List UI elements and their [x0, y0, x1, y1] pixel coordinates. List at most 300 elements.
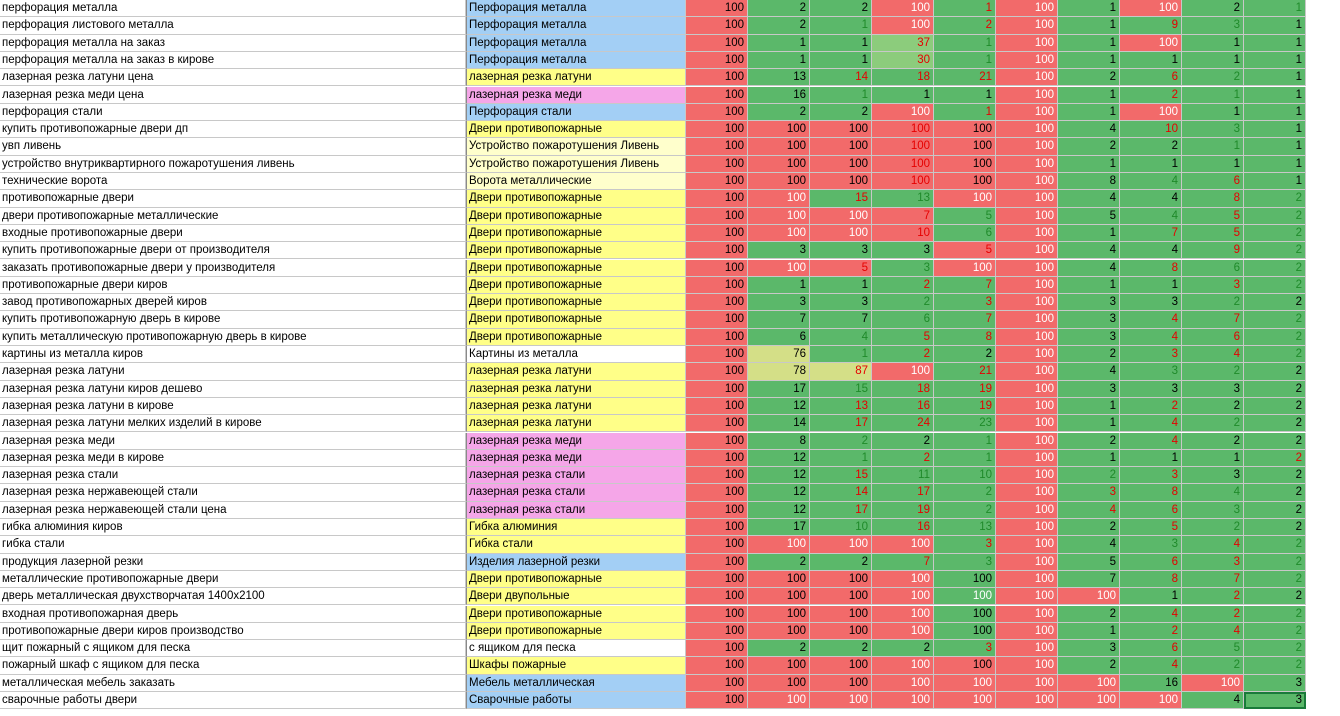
value-cell[interactable]: 100: [810, 606, 872, 623]
value-cell[interactable]: 6: [1120, 69, 1182, 86]
value-cell[interactable]: 2: [748, 554, 810, 571]
group-cell[interactable]: Двери противопожарные: [466, 242, 686, 259]
value-cell[interactable]: 100: [934, 260, 996, 277]
value-cell[interactable]: 100: [934, 190, 996, 207]
value-cell[interactable]: 100: [686, 121, 748, 138]
value-cell[interactable]: 4: [1120, 657, 1182, 674]
keyword-cell[interactable]: противопожарные двери: [0, 190, 466, 207]
value-cell[interactable]: 5: [1120, 519, 1182, 536]
value-cell[interactable]: 2: [1182, 398, 1244, 415]
value-cell[interactable]: 1: [1182, 35, 1244, 52]
group-cell[interactable]: Гибка стали: [466, 536, 686, 553]
value-cell[interactable]: 100: [686, 208, 748, 225]
value-cell[interactable]: 100: [686, 329, 748, 346]
value-cell[interactable]: 7: [872, 208, 934, 225]
keyword-cell[interactable]: сварочные работы двери: [0, 692, 466, 709]
value-cell[interactable]: 1: [1058, 156, 1120, 173]
value-cell[interactable]: 2: [1244, 346, 1306, 363]
value-cell[interactable]: 100: [996, 294, 1058, 311]
value-cell[interactable]: 100: [934, 121, 996, 138]
value-cell[interactable]: 3: [1058, 294, 1120, 311]
keyword-cell[interactable]: перфорация металла на заказ: [0, 35, 466, 52]
value-cell[interactable]: 100: [872, 588, 934, 605]
value-cell[interactable]: 6: [1120, 640, 1182, 657]
value-cell[interactable]: 3: [934, 554, 996, 571]
value-cell[interactable]: 100: [686, 450, 748, 467]
value-cell[interactable]: 3: [934, 294, 996, 311]
value-cell[interactable]: 3: [1120, 294, 1182, 311]
value-cell[interactable]: 100: [748, 692, 810, 709]
value-cell[interactable]: 7: [1182, 311, 1244, 328]
value-cell[interactable]: 4: [1058, 190, 1120, 207]
value-cell[interactable]: 12: [748, 467, 810, 484]
value-cell[interactable]: 100: [686, 640, 748, 657]
value-cell[interactable]: 1: [934, 104, 996, 121]
value-cell[interactable]: 19: [934, 398, 996, 415]
value-cell[interactable]: 1: [748, 52, 810, 69]
value-cell[interactable]: 100: [748, 260, 810, 277]
value-cell[interactable]: 1: [1244, 173, 1306, 190]
value-cell[interactable]: 100: [996, 52, 1058, 69]
value-cell[interactable]: 7: [1058, 571, 1120, 588]
value-cell[interactable]: 13: [810, 398, 872, 415]
value-cell[interactable]: 5: [1058, 554, 1120, 571]
value-cell[interactable]: 7: [1120, 225, 1182, 242]
value-cell[interactable]: 100: [934, 138, 996, 155]
value-cell[interactable]: 2: [1244, 519, 1306, 536]
keyword-cell[interactable]: продукция лазерной резки: [0, 554, 466, 571]
value-cell[interactable]: 100: [748, 606, 810, 623]
value-cell[interactable]: 8: [1182, 190, 1244, 207]
value-cell[interactable]: 2: [1244, 381, 1306, 398]
value-cell[interactable]: 100: [996, 657, 1058, 674]
group-cell[interactable]: Сварочные работы: [466, 692, 686, 709]
group-cell[interactable]: Ворота металлические: [466, 173, 686, 190]
value-cell[interactable]: 18: [872, 381, 934, 398]
value-cell[interactable]: 4: [1182, 536, 1244, 553]
value-cell[interactable]: 11: [872, 467, 934, 484]
value-cell[interactable]: 100: [934, 588, 996, 605]
keyword-cell[interactable]: противопожарные двери киров: [0, 277, 466, 294]
value-cell[interactable]: 4: [1120, 311, 1182, 328]
value-cell[interactable]: 2: [1244, 225, 1306, 242]
value-cell[interactable]: 1: [1244, 17, 1306, 34]
value-cell[interactable]: 2: [1120, 623, 1182, 640]
keyword-cell[interactable]: лазерная резка латуни цена: [0, 69, 466, 86]
value-cell[interactable]: 12: [748, 502, 810, 519]
keyword-cell[interactable]: гибка алюминия киров: [0, 519, 466, 536]
value-cell[interactable]: 2: [1244, 484, 1306, 501]
value-cell[interactable]: 100: [686, 0, 748, 17]
value-cell[interactable]: 4: [1058, 363, 1120, 380]
value-cell[interactable]: 100: [996, 346, 1058, 363]
value-cell[interactable]: 1: [1058, 450, 1120, 467]
group-cell[interactable]: Двери противопожарные: [466, 329, 686, 346]
value-cell[interactable]: 100: [810, 138, 872, 155]
value-cell[interactable]: 100: [810, 156, 872, 173]
value-cell[interactable]: 4: [1120, 190, 1182, 207]
value-cell[interactable]: 5: [934, 242, 996, 259]
value-cell[interactable]: 8: [748, 433, 810, 450]
keyword-cell[interactable]: входная противопожарная дверь: [0, 606, 466, 623]
value-cell[interactable]: 2: [934, 502, 996, 519]
value-cell[interactable]: 100: [934, 692, 996, 709]
value-cell[interactable]: 17: [810, 502, 872, 519]
keyword-cell[interactable]: устройство внутриквартирного пожаротушения ливень: [0, 156, 466, 173]
value-cell[interactable]: 1: [1058, 623, 1120, 640]
value-cell[interactable]: 3: [1182, 554, 1244, 571]
value-cell[interactable]: 3: [1120, 363, 1182, 380]
value-cell[interactable]: 1: [1058, 415, 1120, 432]
value-cell[interactable]: 1: [934, 433, 996, 450]
keyword-cell[interactable]: перфорация металла на заказ в кирове: [0, 52, 466, 69]
value-cell[interactable]: 5: [810, 260, 872, 277]
value-cell[interactable]: 3: [1244, 675, 1306, 692]
value-cell[interactable]: 2: [872, 450, 934, 467]
value-cell[interactable]: 1: [1120, 277, 1182, 294]
value-cell[interactable]: 1: [1182, 450, 1244, 467]
value-cell[interactable]: 100: [810, 121, 872, 138]
keyword-cell[interactable]: картины из металла киров: [0, 346, 466, 363]
value-cell[interactable]: 2: [1058, 346, 1120, 363]
value-cell[interactable]: 2: [1058, 138, 1120, 155]
value-cell[interactable]: 100: [1120, 35, 1182, 52]
value-cell[interactable]: 100: [996, 502, 1058, 519]
value-cell[interactable]: 1: [1244, 156, 1306, 173]
value-cell[interactable]: 2: [1182, 415, 1244, 432]
value-cell[interactable]: 4: [1120, 208, 1182, 225]
value-cell[interactable]: 1: [1244, 87, 1306, 104]
group-cell[interactable]: лазерная резка меди: [466, 450, 686, 467]
value-cell[interactable]: 100: [872, 606, 934, 623]
value-cell[interactable]: 2: [934, 484, 996, 501]
value-cell[interactable]: 2: [810, 433, 872, 450]
value-cell[interactable]: 6: [1182, 329, 1244, 346]
value-cell[interactable]: 100: [1058, 675, 1120, 692]
value-cell[interactable]: 100: [686, 623, 748, 640]
value-cell[interactable]: 2: [1058, 606, 1120, 623]
value-cell[interactable]: 1: [1182, 156, 1244, 173]
value-cell[interactable]: 1: [1058, 17, 1120, 34]
value-cell[interactable]: 4: [1058, 121, 1120, 138]
value-cell[interactable]: 4: [1120, 415, 1182, 432]
value-cell[interactable]: 7: [872, 554, 934, 571]
value-cell[interactable]: 2: [1120, 138, 1182, 155]
value-cell[interactable]: 1: [934, 0, 996, 17]
value-cell[interactable]: 100: [934, 675, 996, 692]
value-cell[interactable]: 100: [996, 173, 1058, 190]
value-cell[interactable]: 100: [686, 225, 748, 242]
group-cell[interactable]: Шкафы пожарные: [466, 657, 686, 674]
value-cell[interactable]: 100: [996, 87, 1058, 104]
value-cell[interactable]: 6: [1120, 554, 1182, 571]
value-cell[interactable]: 2: [1058, 657, 1120, 674]
value-cell[interactable]: 100: [686, 381, 748, 398]
value-cell[interactable]: 100: [996, 433, 1058, 450]
value-cell[interactable]: 1: [1058, 277, 1120, 294]
keyword-cell[interactable]: перфорация металла: [0, 0, 466, 17]
value-cell[interactable]: 2: [1058, 433, 1120, 450]
value-cell[interactable]: 3: [1182, 467, 1244, 484]
value-cell[interactable]: 1: [810, 346, 872, 363]
value-cell[interactable]: 1: [1182, 104, 1244, 121]
value-cell[interactable]: 7: [934, 311, 996, 328]
value-cell[interactable]: 4: [1182, 692, 1244, 709]
value-cell[interactable]: 3: [748, 294, 810, 311]
value-cell[interactable]: 100: [934, 173, 996, 190]
keyword-cell[interactable]: входные противопожарные двери: [0, 225, 466, 242]
value-cell[interactable]: 2: [810, 640, 872, 657]
value-cell[interactable]: 4: [1120, 433, 1182, 450]
value-cell[interactable]: 16: [1120, 675, 1182, 692]
keyword-cell[interactable]: дверь металлическая двухстворчатая 1400х2100: [0, 588, 466, 605]
value-cell[interactable]: 4: [1120, 606, 1182, 623]
value-cell[interactable]: 100: [686, 433, 748, 450]
group-cell[interactable]: лазерная резка меди: [466, 433, 686, 450]
keyword-cell[interactable]: купить противопожарные двери дп: [0, 121, 466, 138]
keyword-cell[interactable]: заказать противопожарные двери у производителя: [0, 260, 466, 277]
value-cell[interactable]: 3: [1058, 484, 1120, 501]
value-cell[interactable]: 1: [1244, 0, 1306, 17]
value-cell[interactable]: 1: [1058, 225, 1120, 242]
value-cell[interactable]: 100: [686, 104, 748, 121]
value-cell[interactable]: 100: [810, 588, 872, 605]
value-cell[interactable]: 2: [1244, 450, 1306, 467]
value-cell[interactable]: 100: [996, 17, 1058, 34]
value-cell[interactable]: 1: [1120, 450, 1182, 467]
value-cell[interactable]: 3: [1120, 536, 1182, 553]
keyword-cell[interactable]: лазерная резка меди в кирове: [0, 450, 466, 467]
keyword-cell[interactable]: гибка стали: [0, 536, 466, 553]
value-cell[interactable]: 2: [872, 346, 934, 363]
group-cell[interactable]: лазерная резка стали: [466, 502, 686, 519]
group-cell[interactable]: Двери противопожарные: [466, 277, 686, 294]
keyword-cell[interactable]: лазерная резка меди цена: [0, 87, 466, 104]
keyword-cell[interactable]: лазерная резка латуни мелких изделий в кирове: [0, 415, 466, 432]
group-cell[interactable]: лазерная резка латуни: [466, 415, 686, 432]
keyword-cell[interactable]: завод противопожарных дверей киров: [0, 294, 466, 311]
value-cell[interactable]: 1: [1120, 588, 1182, 605]
value-cell[interactable]: 1: [810, 17, 872, 34]
keyword-cell[interactable]: перфорация листового металла: [0, 17, 466, 34]
value-cell[interactable]: 4: [1120, 173, 1182, 190]
value-cell[interactable]: 100: [996, 104, 1058, 121]
value-cell[interactable]: 1: [934, 450, 996, 467]
value-cell[interactable]: 100: [996, 69, 1058, 86]
keyword-cell[interactable]: перфорация стали: [0, 104, 466, 121]
value-cell[interactable]: 100: [1058, 588, 1120, 605]
value-cell[interactable]: 5: [1182, 225, 1244, 242]
value-cell[interactable]: 100: [686, 502, 748, 519]
value-cell[interactable]: 100: [686, 657, 748, 674]
value-cell[interactable]: 3: [1182, 381, 1244, 398]
value-cell[interactable]: 8: [1058, 173, 1120, 190]
value-cell[interactable]: 6: [872, 311, 934, 328]
value-cell[interactable]: 1: [748, 35, 810, 52]
value-cell[interactable]: 100: [996, 692, 1058, 709]
value-cell[interactable]: 100: [996, 606, 1058, 623]
value-cell[interactable]: 1: [1120, 156, 1182, 173]
value-cell[interactable]: 7: [1182, 571, 1244, 588]
value-cell[interactable]: 7: [934, 277, 996, 294]
value-cell[interactable]: 100: [748, 121, 810, 138]
group-cell[interactable]: Двери противопожарные: [466, 311, 686, 328]
value-cell[interactable]: 1: [1182, 87, 1244, 104]
value-cell[interactable]: 10: [1120, 121, 1182, 138]
value-cell[interactable]: 100: [810, 536, 872, 553]
group-cell[interactable]: Двери двупольные: [466, 588, 686, 605]
value-cell[interactable]: 2: [810, 554, 872, 571]
value-cell[interactable]: 100: [872, 571, 934, 588]
value-cell[interactable]: 100: [686, 484, 748, 501]
value-cell[interactable]: 16: [748, 87, 810, 104]
value-cell[interactable]: 4: [810, 329, 872, 346]
value-cell[interactable]: 37: [872, 35, 934, 52]
value-cell[interactable]: 2: [872, 294, 934, 311]
value-cell[interactable]: 1: [1244, 69, 1306, 86]
value-cell[interactable]: 9: [1120, 17, 1182, 34]
group-cell[interactable]: лазерная резка латуни: [466, 363, 686, 380]
value-cell[interactable]: 2: [1244, 502, 1306, 519]
value-cell[interactable]: 2: [934, 346, 996, 363]
value-cell[interactable]: 100: [748, 623, 810, 640]
value-cell[interactable]: 100: [872, 657, 934, 674]
value-cell[interactable]: 78: [748, 363, 810, 380]
value-cell[interactable]: 100: [686, 519, 748, 536]
keyword-cell[interactable]: купить противопожарные двери от производителя: [0, 242, 466, 259]
value-cell[interactable]: 4: [1182, 484, 1244, 501]
group-cell[interactable]: Перфорация металла: [466, 52, 686, 69]
group-cell[interactable]: Картины из металла: [466, 346, 686, 363]
value-cell[interactable]: 3: [872, 260, 934, 277]
keyword-cell[interactable]: пожарный шкаф с ящиком для песка: [0, 657, 466, 674]
value-cell[interactable]: 2: [1182, 0, 1244, 17]
value-cell[interactable]: 1: [934, 35, 996, 52]
value-cell[interactable]: 100: [686, 294, 748, 311]
value-cell[interactable]: 7: [748, 311, 810, 328]
value-cell[interactable]: 17: [872, 484, 934, 501]
value-cell[interactable]: 21: [934, 69, 996, 86]
value-cell[interactable]: 2: [1244, 190, 1306, 207]
value-cell[interactable]: 100: [748, 588, 810, 605]
value-cell[interactable]: 3: [934, 640, 996, 657]
value-cell[interactable]: 100: [872, 104, 934, 121]
value-cell[interactable]: 100: [810, 571, 872, 588]
value-cell[interactable]: 100: [996, 640, 1058, 657]
value-cell[interactable]: 5: [1058, 208, 1120, 225]
value-cell[interactable]: 3: [810, 242, 872, 259]
value-cell[interactable]: 100: [686, 536, 748, 553]
value-cell[interactable]: 100: [996, 121, 1058, 138]
keyword-cell[interactable]: противопожарные двери киров производство: [0, 623, 466, 640]
value-cell[interactable]: 4: [1058, 502, 1120, 519]
value-cell[interactable]: 100: [686, 346, 748, 363]
value-cell[interactable]: 1: [1120, 52, 1182, 69]
value-cell[interactable]: 4: [1058, 536, 1120, 553]
value-cell[interactable]: 14: [810, 484, 872, 501]
value-cell[interactable]: 2: [1182, 363, 1244, 380]
value-cell[interactable]: 100: [686, 415, 748, 432]
value-cell[interactable]: 6: [1182, 173, 1244, 190]
value-cell[interactable]: 100: [872, 536, 934, 553]
value-cell[interactable]: 2: [1244, 623, 1306, 640]
value-cell[interactable]: 4: [1182, 623, 1244, 640]
value-cell[interactable]: 7: [810, 311, 872, 328]
value-cell[interactable]: 100: [810, 623, 872, 640]
value-cell[interactable]: 2: [1120, 398, 1182, 415]
value-cell[interactable]: 6: [1120, 502, 1182, 519]
value-cell[interactable]: 8: [1120, 484, 1182, 501]
value-cell[interactable]: 6: [934, 225, 996, 242]
value-cell[interactable]: 100: [686, 692, 748, 709]
value-cell[interactable]: 100: [934, 606, 996, 623]
value-cell[interactable]: 100: [996, 571, 1058, 588]
value-cell[interactable]: 100: [748, 675, 810, 692]
keyword-cell[interactable]: купить металлическую противопожарную дверь в кирове: [0, 329, 466, 346]
value-cell[interactable]: 2: [1244, 398, 1306, 415]
value-cell[interactable]: 12: [748, 484, 810, 501]
keyword-cell[interactable]: купить противопожарную дверь в кирове: [0, 311, 466, 328]
value-cell[interactable]: 100: [686, 138, 748, 155]
value-cell[interactable]: 17: [810, 415, 872, 432]
group-cell[interactable]: Мебель металлическая: [466, 675, 686, 692]
value-cell[interactable]: 13: [934, 519, 996, 536]
value-cell[interactable]: 100: [996, 623, 1058, 640]
value-cell[interactable]: 100: [810, 657, 872, 674]
value-cell[interactable]: 100: [686, 52, 748, 69]
group-cell[interactable]: лазерная резка латуни: [466, 381, 686, 398]
keyword-cell[interactable]: лазерная резка латуни в кирове: [0, 398, 466, 415]
value-cell[interactable]: 1: [1244, 138, 1306, 155]
value-cell[interactable]: 24: [872, 415, 934, 432]
value-cell[interactable]: 100: [996, 156, 1058, 173]
value-cell[interactable]: 100: [872, 156, 934, 173]
value-cell[interactable]: 100: [996, 208, 1058, 225]
value-cell[interactable]: 100: [1120, 0, 1182, 17]
value-cell[interactable]: 1: [810, 277, 872, 294]
value-cell[interactable]: 8: [934, 329, 996, 346]
value-cell[interactable]: 2: [748, 640, 810, 657]
value-cell[interactable]: 21: [934, 363, 996, 380]
group-cell[interactable]: лазерная резка стали: [466, 467, 686, 484]
value-cell[interactable]: 17: [748, 381, 810, 398]
value-cell[interactable]: 100: [996, 675, 1058, 692]
group-cell[interactable]: Гибка алюминия: [466, 519, 686, 536]
value-cell[interactable]: 100: [686, 87, 748, 104]
group-cell[interactable]: лазерная резка стали: [466, 484, 686, 501]
value-cell[interactable]: 2: [1058, 519, 1120, 536]
value-cell[interactable]: 100: [686, 675, 748, 692]
value-cell[interactable]: 9: [1182, 242, 1244, 259]
value-cell[interactable]: 3: [1058, 640, 1120, 657]
value-cell[interactable]: 2: [934, 17, 996, 34]
value-cell[interactable]: 3: [810, 294, 872, 311]
value-cell[interactable]: 17: [748, 519, 810, 536]
value-cell[interactable]: 14: [810, 69, 872, 86]
value-cell[interactable]: 100: [996, 225, 1058, 242]
value-cell[interactable]: 100: [686, 277, 748, 294]
value-cell[interactable]: 2: [810, 0, 872, 17]
value-cell[interactable]: 100: [872, 0, 934, 17]
value-cell[interactable]: 2: [1058, 69, 1120, 86]
value-cell[interactable]: 1: [1058, 87, 1120, 104]
value-cell[interactable]: 100: [996, 190, 1058, 207]
value-cell[interactable]: 2: [1182, 433, 1244, 450]
group-cell[interactable]: Двери противопожарные: [466, 190, 686, 207]
value-cell[interactable]: 100: [686, 398, 748, 415]
group-cell[interactable]: Двери противопожарные: [466, 623, 686, 640]
value-cell[interactable]: 100: [872, 173, 934, 190]
